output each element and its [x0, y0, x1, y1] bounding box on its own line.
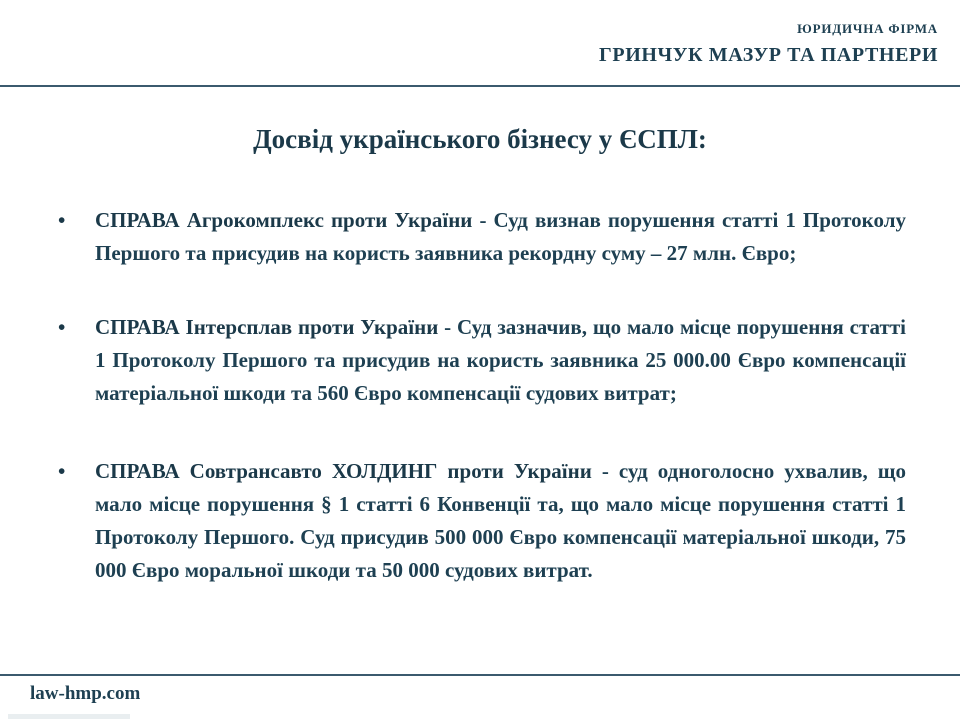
case-description — [95, 455, 906, 587]
case-name: СПРАВА Інтерсплав проти України — [95, 315, 439, 339]
case-details: - суд одноголосно ухвалив, що мало місце порушення § 1 статті 6 Конвенції та, що мало місце порушення статті 1 Протоколу Першого. Суд присудив 500 000 Євро компенсації матеріальної шкоди, 75 000 Євро моральної шкоди та 50 000 судових витрат. — [95, 459, 906, 582]
case-details: - Суд зазначив, що мало місце порушення статті 1 Протоколу Першого та присудив на користь заявника 25 000.00 Євро компенсації матеріальної шкоди та 560 Євро компенсації судових витрат; — [95, 315, 906, 405]
firm-name-label: ГРИНЧУК МАЗУР ТА ПАРТНЕРИ — [599, 44, 938, 66]
bullet-list — [58, 204, 906, 628]
bullet-icon: • — [58, 459, 66, 483]
case-name: СПРАВА Совтрансавто ХОЛДИНГ проти України — [95, 459, 592, 483]
list-item — [58, 204, 906, 270]
case-description — [95, 204, 906, 270]
footer — [0, 674, 960, 720]
bullet-icon: • — [58, 315, 66, 339]
bullet-icon: • — [58, 208, 66, 232]
case-details: - Суд визнав порушення статті 1 Протоколу Першого та присудив на користь заявника рекордну суму – 27 млн. Євро; — [95, 208, 906, 265]
header — [0, 0, 960, 87]
case-name: СПРАВА Агрокомплекс проти України — [95, 208, 473, 232]
footer-accent-bar — [8, 714, 130, 719]
website-label: law-hmp.com — [30, 683, 141, 704]
page-title: Досвід українського бізнесу у ЄСПЛ: — [253, 124, 707, 154]
list-item — [58, 311, 906, 410]
case-description — [95, 311, 906, 410]
firm-type-label: ЮРИДИЧНА ФІРМА — [797, 21, 938, 36]
list-item — [58, 455, 906, 587]
